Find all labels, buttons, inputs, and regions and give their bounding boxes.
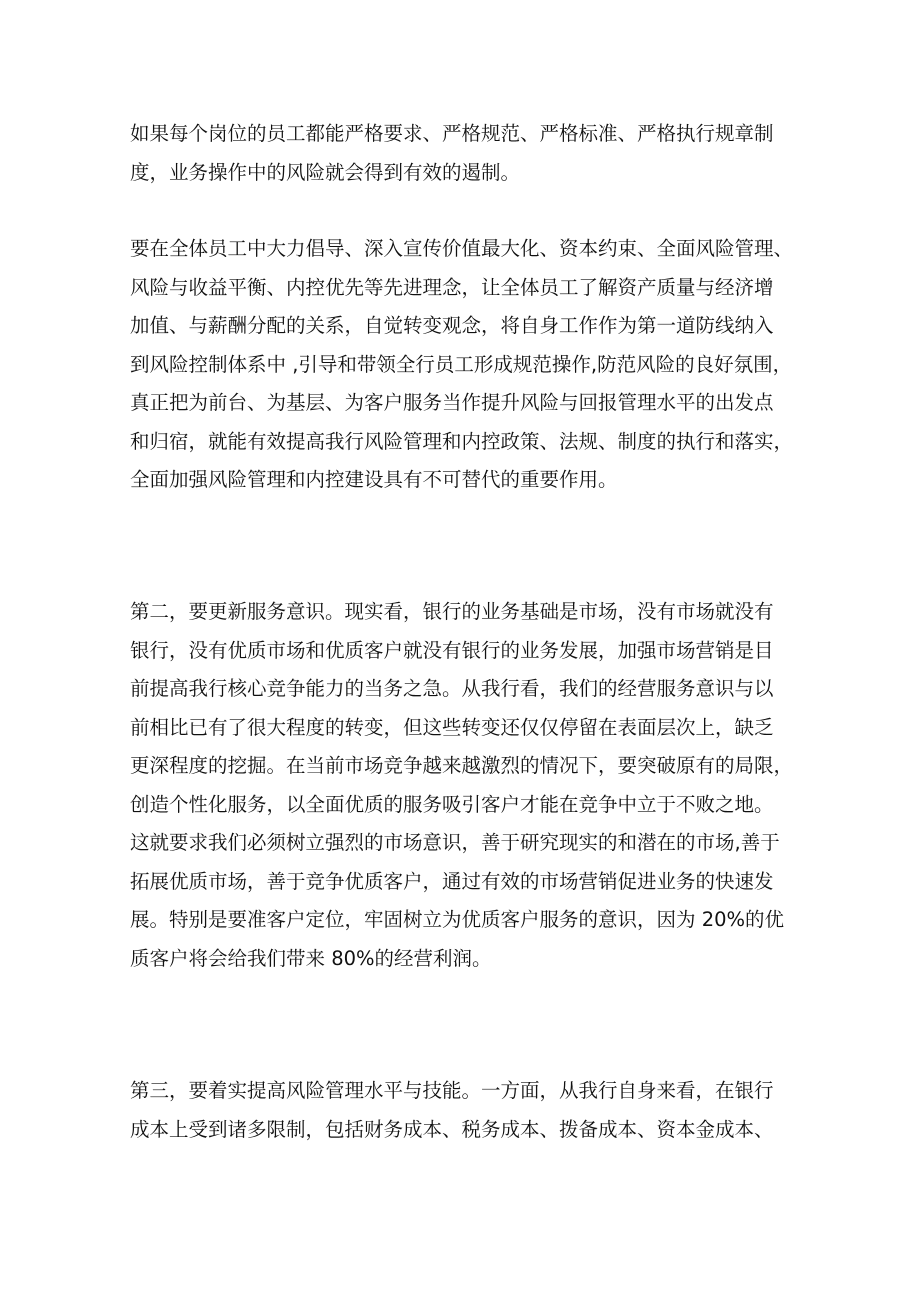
text-line: 前提高我行核心竞争能力的当务之急。从我行看，我们的经营服务意识与以 bbox=[130, 677, 774, 700]
text-line: 第三，要着实提高风险管理水平与技能。一方面，从我行自身来看，在银行 bbox=[130, 1079, 774, 1102]
text-line: 度，业务操作中的风险就会得到有效的遏制。 bbox=[130, 160, 521, 184]
text-line: 前相比已有了很大程度的转变，但这些转变还仅仅停留在表面层次上，缺乏 bbox=[130, 715, 774, 739]
text-line: 成本上受到诸多限制，包括财务成本、税务成本、拨备成本、资本金成本、 bbox=[130, 1117, 774, 1141]
paragraph-risk-control-intro bbox=[130, 115, 820, 192]
paragraph-second-service-awareness bbox=[130, 593, 820, 978]
text-line: 风险与收益平衡、内控优先等先进理念，让全体员工了解资产质量与经济增 bbox=[130, 275, 774, 299]
text-line: 第二，要更新服务意识。现实看，银行的业务基础是市场，没有市场就没有 bbox=[130, 600, 774, 623]
text-line: 拓展优质市场，善于竞争优质客户，通过有效的市场营销促进业务的快速发 bbox=[130, 869, 774, 893]
text-line: 银行，没有优质市场和优质客户就没有银行的业务发展，加强市场营销是目 bbox=[130, 638, 774, 662]
text-line: 和归宿，就能有效提高我行风险管理和内控政策、法规、制度的执行和落实， bbox=[130, 429, 794, 453]
text-line: 如果每个岗位的员工都能严格要求、严格规范、严格标准、严格执行规章制 bbox=[130, 122, 774, 145]
text-line: 创造个性化服务，以全面优质的服务吸引客户才能在竞争中立于不败之地。 bbox=[130, 792, 774, 816]
text-line: 到风险控制体系中 ,引导和带领全行员工形成规范操作,防范风险的良好氛围， bbox=[130, 352, 793, 376]
text-line: 更深程度的挖掘。在当前市场竞争越来越激烈的情况下，要突破原有的局限， bbox=[130, 754, 794, 777]
text-line: 这就要求我们必须树立强烈的市场意识，善于研究现实的和潜在的市场,善于 bbox=[130, 831, 780, 854]
text-line: 全面加强风险管理和内控建设具有不可替代的重要作用。 bbox=[130, 468, 618, 491]
text-line: 加值、与薪酬分配的关系，自觉转变观念，将自身工作作为第一道防线纳入 bbox=[130, 314, 774, 337]
text-line: 要在全体员工中大力倡导、深入宣传价值最大化、资本约束、全面风险管理、 bbox=[130, 237, 794, 260]
text-line: 真正把为前台、为基层、为客户服务当作提升风险与回报管理水平的出发点 bbox=[130, 391, 774, 414]
text-line: 展。特别是要准客户定位，牢固树立为优质客户服务的意识，因为 20%的优 bbox=[130, 908, 785, 931]
paragraph-third-risk-management bbox=[130, 1072, 820, 1149]
paragraph-advanced-concepts bbox=[130, 230, 820, 500]
text-line: 质客户将会给我们带来 80%的经营利润。 bbox=[130, 946, 492, 970]
